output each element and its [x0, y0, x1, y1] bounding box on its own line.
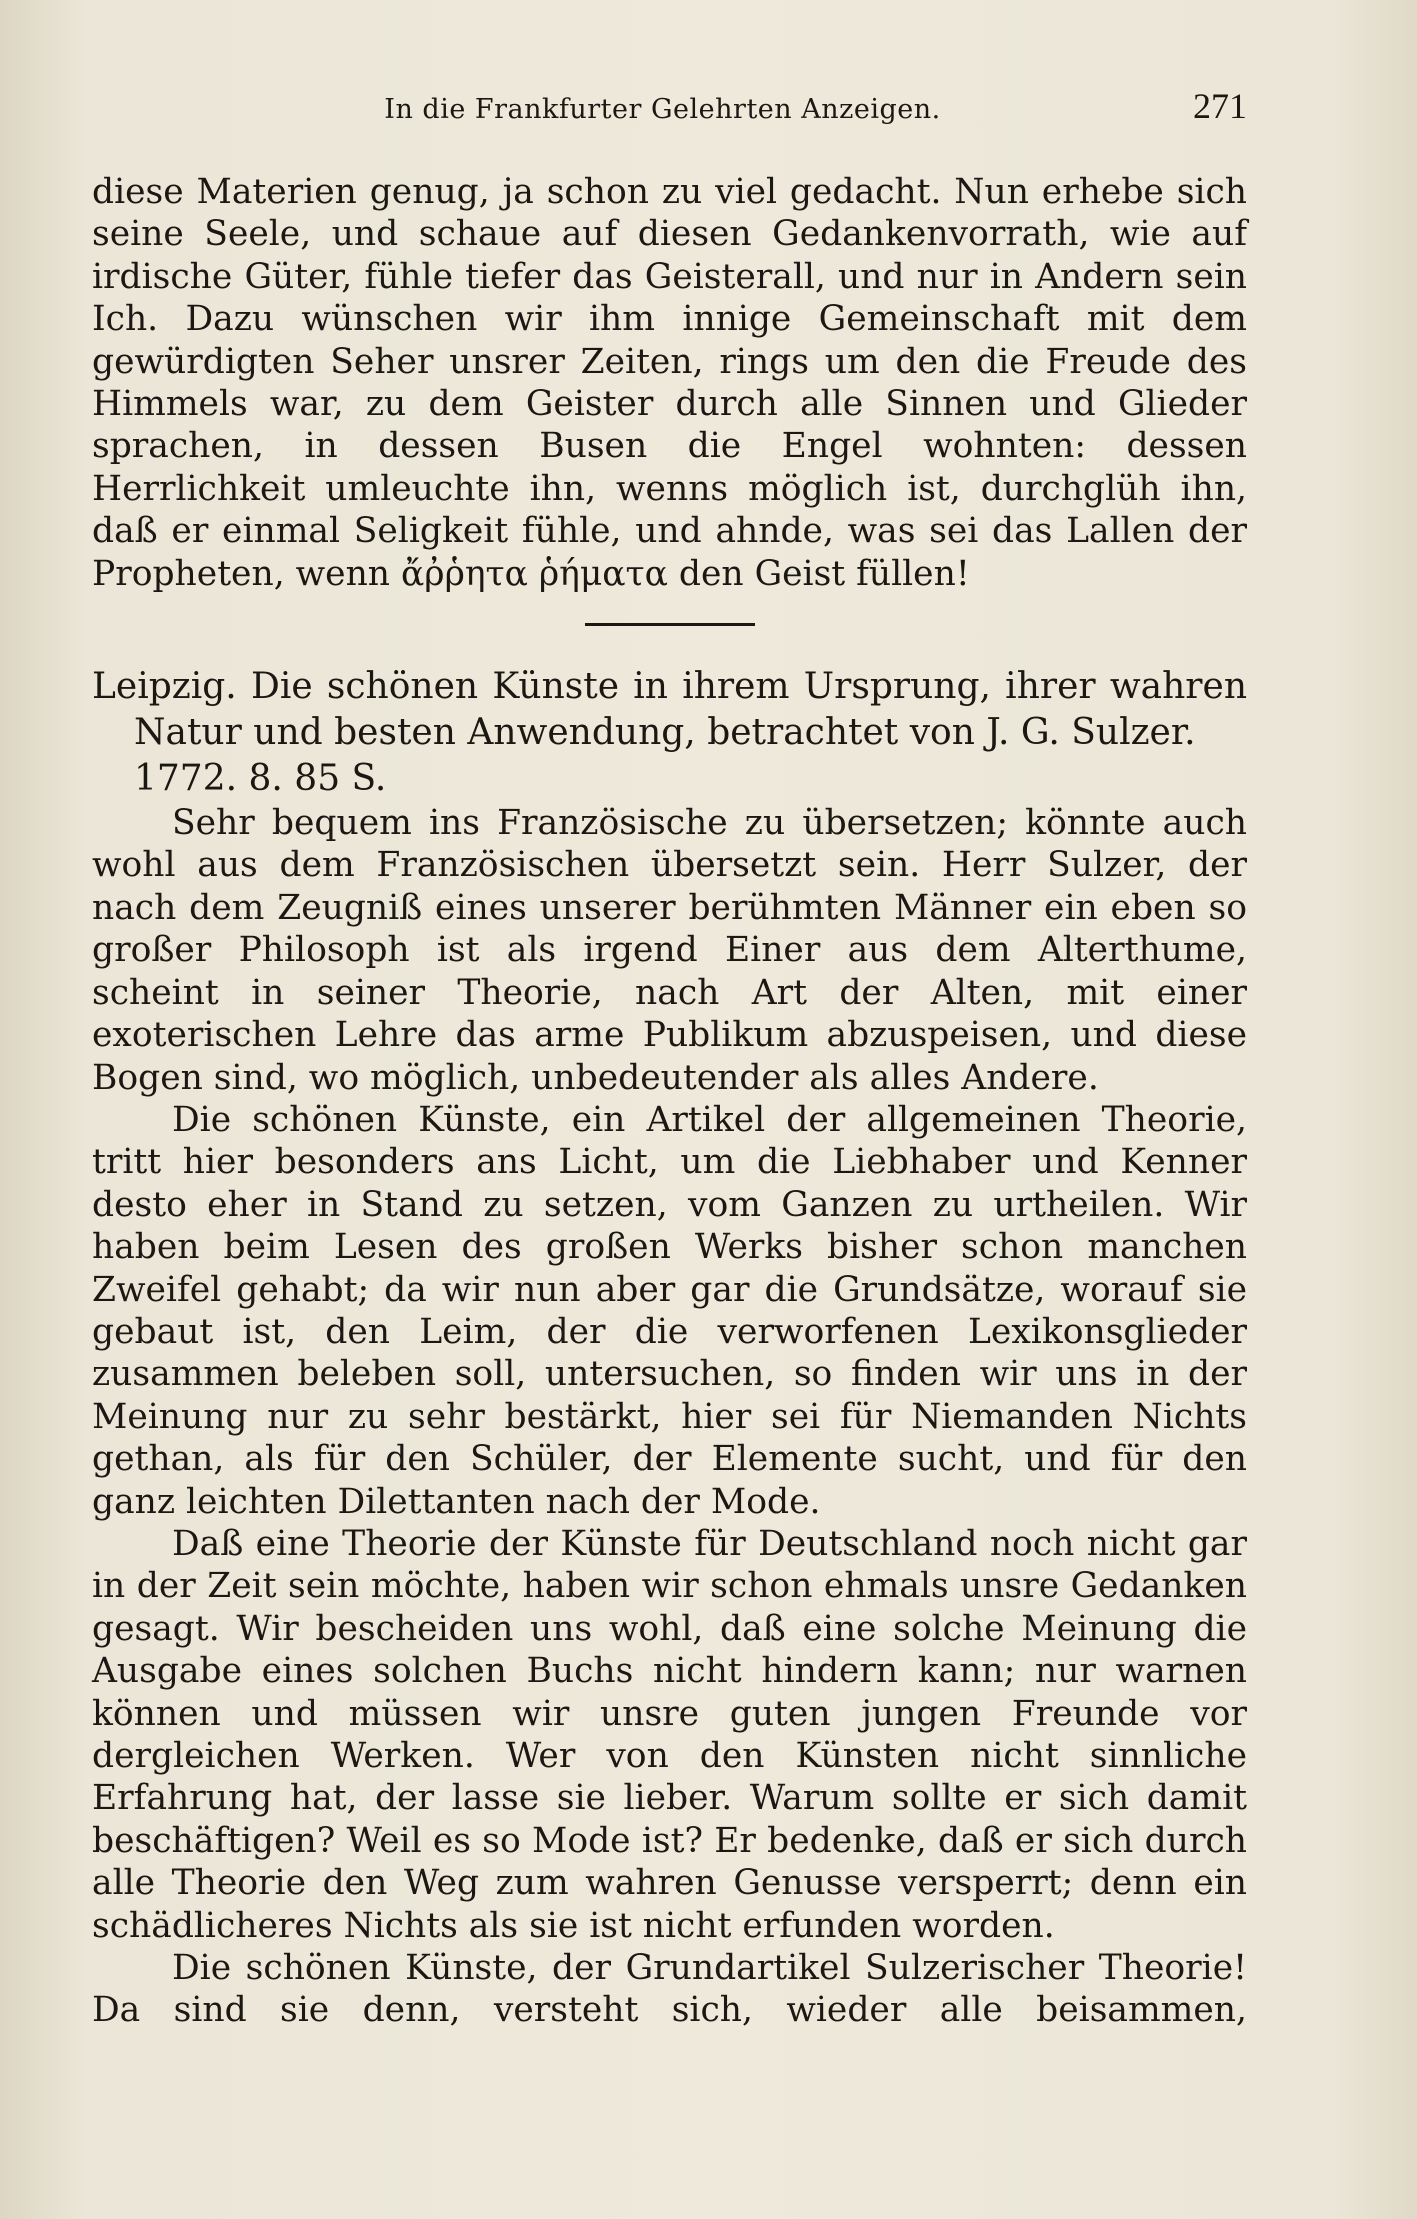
- page-number: 271: [1193, 86, 1247, 126]
- review-paragraph-1: Sehr bequem ins Französische zu übersetzen; könnte auch wohl aus dem Französischen übersetzt sein. Herr Sulzer, der nach dem Zeugniß eines unserer berühmten Männer ein eben so großer Philosoph ist als irgend Einer aus dem Alterthume, scheint in seiner Theorie, nach Art der Alten, mit einer exoterischen Lehre das arme Publikum abzuspeisen, und diese Bogen sind, wo möglich, unbedeutender als alles Andere.: [92, 803, 1247, 1098]
- review-paragraph-3: Daß eine Theorie der Künste für Deutschland noch nicht gar in der Zeit sein möchte, haben wir schon ehmals unsre Gedanken gesagt. Wir bescheiden uns wohl, daß eine solche Meinung die Ausgabe eines solchen Buchs nicht hindern kann; nur warnen können und müssen wir unsre guten jungen Freunde vor dergleichen Werken. Wer von den Künsten nicht sinnliche Erfahrung hat, der lasse sie lieber. Warum sollte er sich damit beschäftigen? Weil es so Mode ist? Er bedenke, daß er sich durch alle Theorie den Weg zum wahren Genusse versperrt; denn ein schädlicheres Nichts als sie ist nicht erfunden worden.: [92, 1523, 1247, 1946]
- running-title: In die Frankfurter Gelehrten Anzeigen.: [384, 94, 941, 125]
- entry-imprint: 1772. 8. 85 S.: [134, 758, 387, 800]
- review-paragraph-4: Die schönen Künste, der Grundartikel Sulzerischer Theorie! Da sind sie denn, versteht sich, wieder alle beisammen,: [92, 1948, 1247, 2031]
- section-divider: [585, 623, 755, 626]
- review-entry-heading: [92, 664, 1247, 802]
- entry-place: Leipzig.: [92, 666, 237, 708]
- page-body: [92, 171, 1247, 2032]
- entry-title: Die schönen Künste in ihrem Ursprung, ihrer wahren Natur und besten Anwendung, betrachtet von J. G. Sulzer.: [134, 666, 1247, 754]
- running-head: [92, 85, 1247, 141]
- review-paragraph-2: Die schönen Künste, ein Artikel der allgemeinen Theorie, tritt hier besonders ans Licht, um die Liebhaber und Kenner desto eher in Stand zu setzen, vom Ganzen zu urtheilen. Wir haben beim Lesen des großen Werks bisher schon manchen Zweifel gehabt; da wir nun aber gar die Grundsätze, worauf sie gebaut ist, den Leim, der die verworfenen Lexikonsglieder zusammen beleben soll, untersuchen, so finden wir uns in der Meinung nur zu sehr bestärkt, hier sei für Niemanden Nichts gethan, als für den Schüler, der Elemente sucht, und für den ganz leichten Dilettanten nach der Mode.: [92, 1099, 1247, 1522]
- intro-paragraph: diese Materien genug, ja schon zu viel gedacht. Nun erhebe sich seine Seele, und schaue auf diesen Gedankenvorrath, wie auf irdische Güter, fühle tiefer das Geisterall, und nur in Andern sein Ich. Dazu wünschen wir ihm innige Gemeinschaft mit dem gewürdigten Seher unsrer Zeiten, rings um den die Freude des Himmels war, zu dem Geister durch alle Sinnen und Glieder sprachen, in dessen Busen die Engel wohnten: dessen Herrlichkeit umleuchte ihn, wenns möglich ist, durchglüh ihn, daß er einmal Seligkeit fühle, und ahnde, was sei das Lallen der Propheten, wenn ἄῤῥητα ῥήματα den Geist füllen!: [92, 172, 1247, 594]
